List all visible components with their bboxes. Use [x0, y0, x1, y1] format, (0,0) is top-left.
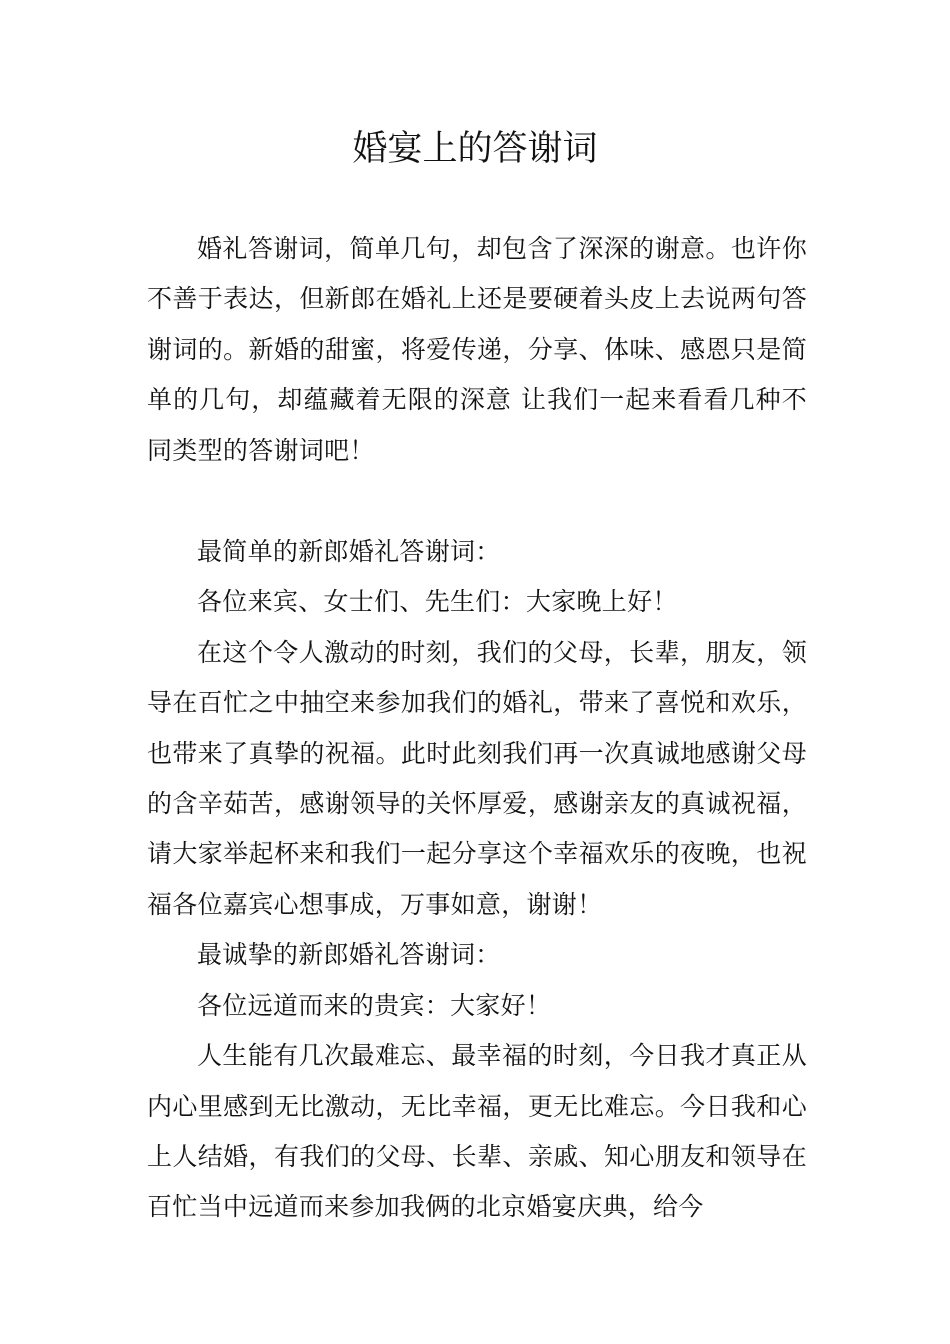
- document-body: [147, 224, 807, 1233]
- section-body: 人生能有几次最难忘、最幸福的时刻，今日我才真正从内心里感到无比激动，无比幸福，更无比难忘。今日我和心上人结婚，有我们的父母、长辈、亲戚、知心朋友和领导在百忙当中远道而来参加我俩的北京婚宴庆典，给今: [147, 1041, 807, 1222]
- section-heading: 最诚挚的新郎婚礼答谢词：: [197, 940, 501, 970]
- paragraph-spacer: [147, 476, 807, 527]
- section-body: 在这个令人激动的时刻，我们的父母，长辈，朋友，领导在百忙之中抽空来参加我们的婚礼，带来了喜悦和欢乐，也带来了真挚的祝福。此时此刻我们再一次真诚地感谢父母的含辛茹苦，感谢领导的关怀厚爱，感谢亲友的真诚祝福，请大家举起杯来和我们一起分享这个幸福欢乐的夜晚，也祝福各位嘉宾心想事成，万事如意，谢谢！: [147, 637, 807, 919]
- section-greeting: 各位来宾、女士们、先生们：大家晚上好！: [197, 587, 678, 617]
- intro-paragraph: 婚礼答谢词，简单几句，却包含了深深的谢意。也许你不善于表达，但新郎在婚礼上还是要硬着头皮上去说两句答谢词的。新婚的甜蜜，将爱传递，分享、体味、感恩只是简单的几句，却蕴藏着无限的深意 让我们一起来看看几种不同类型的答谢词吧！: [147, 234, 807, 465]
- section-heading: 最简单的新郎婚礼答谢词：: [197, 537, 501, 567]
- section-greeting: 各位远道而来的贵宾：大家好！: [197, 990, 552, 1020]
- document-title: 婚宴上的答谢词: [352, 129, 598, 169]
